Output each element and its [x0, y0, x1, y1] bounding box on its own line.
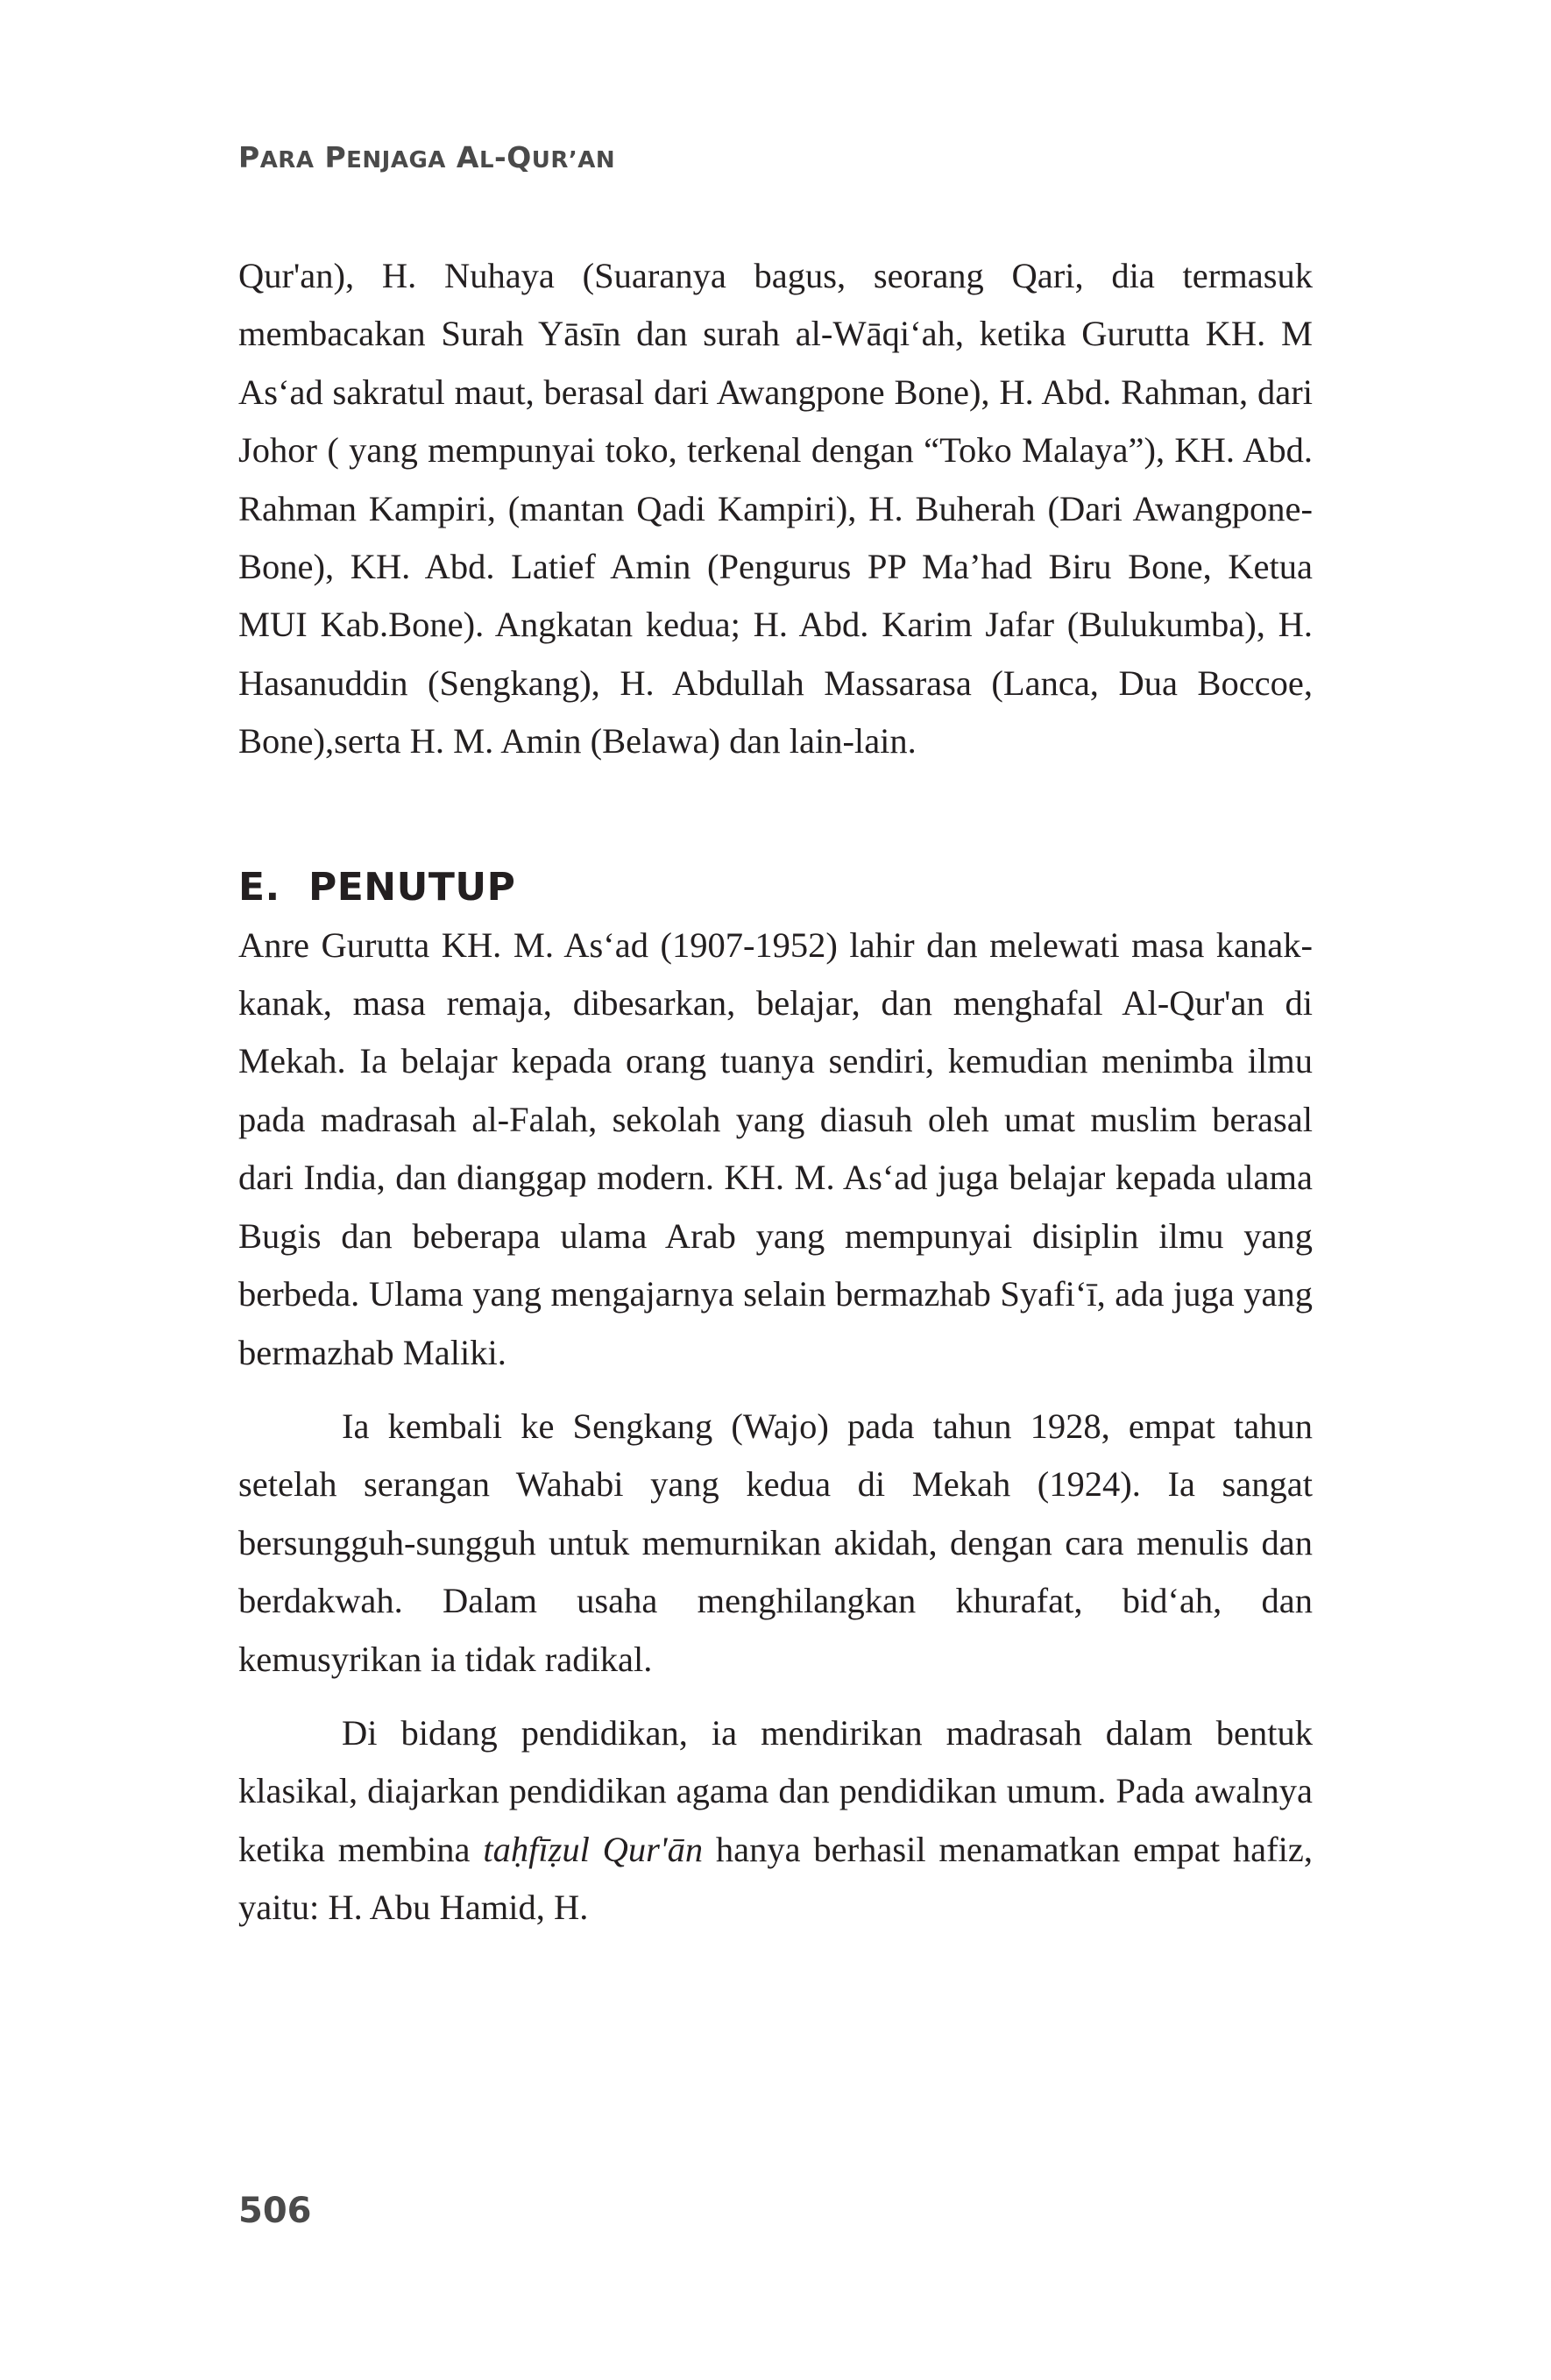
section-heading: [238, 859, 1313, 917]
section-letter: E.: [238, 864, 280, 910]
running-header: [238, 140, 615, 174]
page-content: [238, 247, 1313, 1937]
running-header-part: UR’AN: [531, 147, 616, 174]
paragraph-3-text-after: hanya berhasil menamatkan empat hafiz, yaitu: H. Abu Hamid, H.: [238, 1829, 1313, 1928]
intro-paragraph: Qur'an), H. Nuhaya (Suaranya bagus, seorang Qari, dia termasuk membacakan Surah Yāsīn dan surah al-Wāqi‘ah, ketika Gurutta KH. M As‘ad sakratul maut, berasal dari Awangpone Bone), H. Abd. Rahman, dari Johor ( yang mempunyai toko, terkenal dengan “Toko Malaya”), KH. Abd. Rahman Kampiri, (mantan Qadi Kampiri), H. Buherah (Dari Awangpone-Bone), KH. Abd. Latief Amin (Pengurus PP Ma’had Biru Bone, Ketua MUI Kab.Bone). Angkatan kedua; H. Abd. Karim Jafar (Bulukumba), H. Hasanuddin (Sengkang), H. Abdullah Massarasa (Lanca, Dua Boccoe, Bone),serta H. M. Amin (Belawa) dan lain-lain.: [238, 256, 1313, 761]
paragraph-2: Ia kembali ke Sengkang (Wajo) pada tahun 1928, empat tahun setelah serangan Wahabi yang kedua di Mekah (1924). Ia sangat bersungguh-sungguh untuk memurnikan akidah, dengan cara menulis dan berdakwah. Dalam usaha menghilangkan khurafat, bid‘ah, dan kemusyrikan ia tidak radikal.: [238, 1406, 1313, 1679]
running-header-part: -Q: [494, 140, 532, 174]
running-header-part: L: [478, 147, 495, 174]
paragraph-3: [238, 1704, 1313, 1937]
paragraph-1: Anre Gurutta KH. M. As‘ad (1907-1952) lahir dan melewati masa kanak-kanak, masa remaja, dibesarkan, belajar, dan menghafal Al-Qur'an di Mekah. Ia belajar kepada orang tuanya sendiri, kemudian menimba ilmu pada madrasah al-Falah, sekolah yang diasuh oleh umat muslim berasal dari India, dan dianggap modern. KH. M. As‘ad juga belajar kepada ulama Bugis dan beberapa ulama Arab yang mempunyai disiplin ilmu yang berbeda. Ulama yang mengajarnya selain bermazhab Syafi‘ī, ada juga yang bermazhab Maliki.: [238, 924, 1313, 1372]
running-header-part: ARA: [259, 147, 315, 174]
paragraph-3-text-before: Di bidang pendidikan, ia mendirikan madrasah dalam bentuk klasikal, diajarkan pendidikan agama dan pendidikan umum. Pada awalnya ketika membina: [238, 1712, 1313, 1869]
running-header-part: A: [445, 140, 479, 174]
section-title: PENUTUP: [308, 864, 516, 910]
page-number: 506: [238, 2191, 312, 2231]
running-header-part: P: [314, 140, 347, 174]
paragraph-3-italic-term: taḥfīẓul Qur'ān: [483, 1829, 704, 1869]
running-header-part: ENJAGA: [346, 147, 446, 174]
running-header-part: P: [238, 140, 260, 174]
